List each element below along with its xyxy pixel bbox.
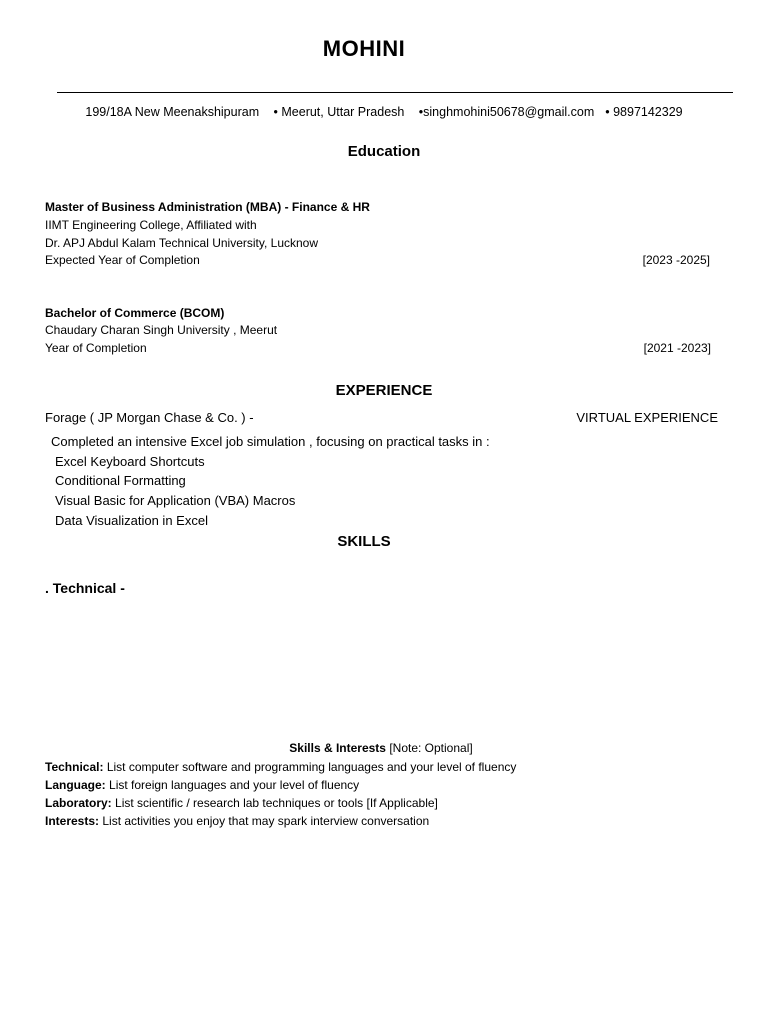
experience-task: Excel Keyboard Shortcuts: [55, 454, 205, 469]
row-label: Laboratory:: [45, 796, 112, 810]
experience-type: VIRTUAL EXPERIENCE: [576, 410, 718, 425]
skills-technical-label: . Technical -: [45, 580, 125, 596]
row-text: List scientific / research lab techniques or tools [If Applicable]: [115, 796, 438, 810]
skills-interests-heading: Skills & Interests: [289, 741, 386, 755]
experience-summary: Completed an intensive Excel job simulation , focusing on practical tasks in :: [51, 434, 490, 449]
contact-email: •singhmohini50678@gmail.com: [418, 105, 595, 119]
bcom-degree: Bachelor of Commerce (BCOM): [45, 306, 225, 320]
mba-college: IIMT Engineering College, Affiliated with: [45, 218, 257, 232]
bcom-completion-label: Year of Completion: [45, 341, 147, 355]
header-divider: [57, 92, 733, 93]
skills-interests-row: [45, 796, 438, 810]
bcom-university: Chaudary Charan Singh University , Meerut: [45, 323, 278, 337]
mba-years: [2023 -2025]: [642, 253, 710, 267]
skills-interests-title: [0, 741, 762, 755]
row-label: Language:: [45, 778, 106, 792]
mba-university: Dr. APJ Abdul Kalam Technical University, Lucknow: [45, 236, 319, 250]
mba-completion-label: Expected Year of Completion: [45, 253, 200, 267]
experience-task: Conditional Formatting: [55, 473, 186, 488]
row-text: List foreign languages and your level of fluency: [109, 778, 360, 792]
experience-company: Forage ( JP Morgan Chase & Co. ) -: [45, 410, 254, 425]
contact-address: 199/18A New Meenakshipuram: [85, 105, 260, 119]
skills-interests-row: [45, 814, 429, 828]
skills-heading: SKILLS: [337, 533, 391, 550]
experience-heading: EXPERIENCE: [335, 382, 433, 399]
row-label: Interests:: [45, 814, 100, 828]
resume-name: MOHINI: [322, 36, 406, 61]
experience-task: Visual Basic for Application (VBA) Macros: [55, 493, 296, 508]
experience-task: Data Visualization in Excel: [55, 513, 208, 528]
row-text: List activities you enjoy that may spark interview conversation: [102, 814, 430, 828]
skills-interests-row: [45, 760, 516, 774]
contact-city: • Meerut, Uttar Pradesh: [273, 105, 405, 119]
contact-phone: • 9897142329: [605, 105, 683, 119]
skills-interests-note: [Note: Optional]: [389, 741, 473, 755]
row-text: List computer software and programming languages and your level of fluency: [106, 760, 517, 774]
bcom-years: [2021 -2023]: [643, 341, 711, 355]
contact-line: [0, 105, 768, 119]
mba-degree: Master of Business Administration (MBA) - Finance & HR: [45, 200, 370, 214]
skills-interests-row: [45, 778, 359, 792]
row-label: Technical:: [45, 760, 104, 774]
education-heading: Education: [347, 143, 421, 160]
